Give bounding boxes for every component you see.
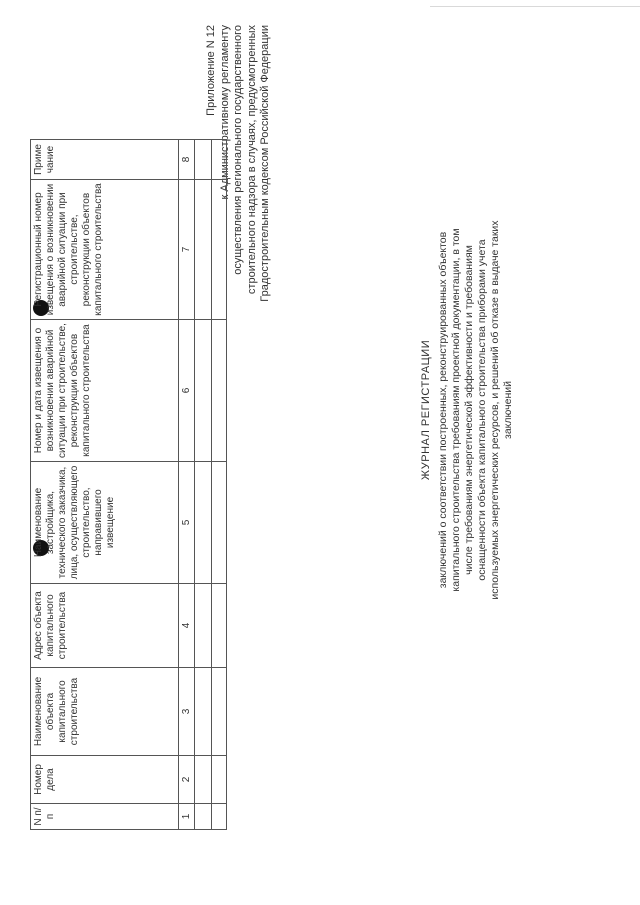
header-cell: Номер дела — [31, 756, 179, 804]
empty-cell — [212, 320, 227, 462]
empty-cell — [212, 584, 227, 668]
appendix-line: строительного надзора в случаях, предусмотренных — [245, 25, 258, 295]
header-cell: Наименование объекта капитального строительства — [31, 668, 179, 756]
header-cell: Номер и дата извещения о возникновении аварийной ситуации при строительстве, реконструкции объектов капитального строительства — [31, 320, 179, 462]
empty-cell — [195, 462, 212, 584]
journal-subtitle: заключений о соответствии построенных, реконструированных объектов капитального строительства требованиям проектной документации, в том числе требованиям энергетической эффективности и требованиям оснащенности объекта капитального строительства приборами учета используемых энергетических ресурсов, и решений об отказе в выдаче таких заключений — [437, 220, 514, 600]
empty-cell — [195, 668, 212, 756]
empty-cell — [212, 756, 227, 804]
column-number-cell: 2 — [179, 756, 195, 804]
journal-title: ЖУРНАЛ РЕГИСТРАЦИИ — [420, 339, 432, 481]
rotated-page — [0, 10, 600, 890]
column-number-cell: 3 — [179, 668, 195, 756]
column-number-cell: 8 — [179, 140, 195, 180]
registry-table — [30, 139, 227, 830]
header-cell: Приме чание — [31, 140, 179, 180]
empty-row — [195, 140, 212, 830]
empty-cell — [212, 140, 227, 180]
column-number-cell: 4 — [179, 584, 195, 668]
scan-edge-line — [430, 6, 640, 7]
appendix-line: Градостроительным кодексом Российской Федерации — [259, 25, 271, 302]
appendix-line: осуществления регионального государственного — [232, 25, 244, 275]
empty-cell — [195, 756, 212, 804]
empty-cell — [212, 668, 227, 756]
header-cell: Наименование застройщика, технического заказчика, лица, осуществляющего строительство, направившего извещение — [31, 462, 179, 584]
empty-cell — [195, 804, 212, 830]
column-number-row — [179, 140, 195, 830]
empty-cell — [212, 180, 227, 320]
appendix-line: Приложение N 12 — [205, 25, 217, 116]
column-number-cell: 6 — [179, 320, 195, 462]
column-number-cell: 1 — [179, 804, 195, 830]
empty-cell — [195, 140, 212, 180]
appendix-line: к Административному регламенту — [218, 25, 231, 200]
column-number-cell: 5 — [179, 462, 195, 584]
empty-cell — [212, 462, 227, 584]
empty-cell — [195, 320, 212, 462]
empty-cell — [195, 584, 212, 668]
header-row — [31, 140, 179, 830]
empty-cell — [195, 180, 212, 320]
header-cell: Регистрационный номер извещения о возникновении аварийной ситуации при строительстве, реконструкции объектов капитального строительства — [31, 180, 179, 320]
header-cell: Адрес объекта капитального строительства — [31, 584, 179, 668]
header-cell: N п/п — [31, 804, 179, 830]
column-number-cell: 7 — [179, 180, 195, 320]
empty-row — [212, 140, 227, 830]
empty-cell — [212, 804, 227, 830]
page-content — [0, 10, 600, 890]
